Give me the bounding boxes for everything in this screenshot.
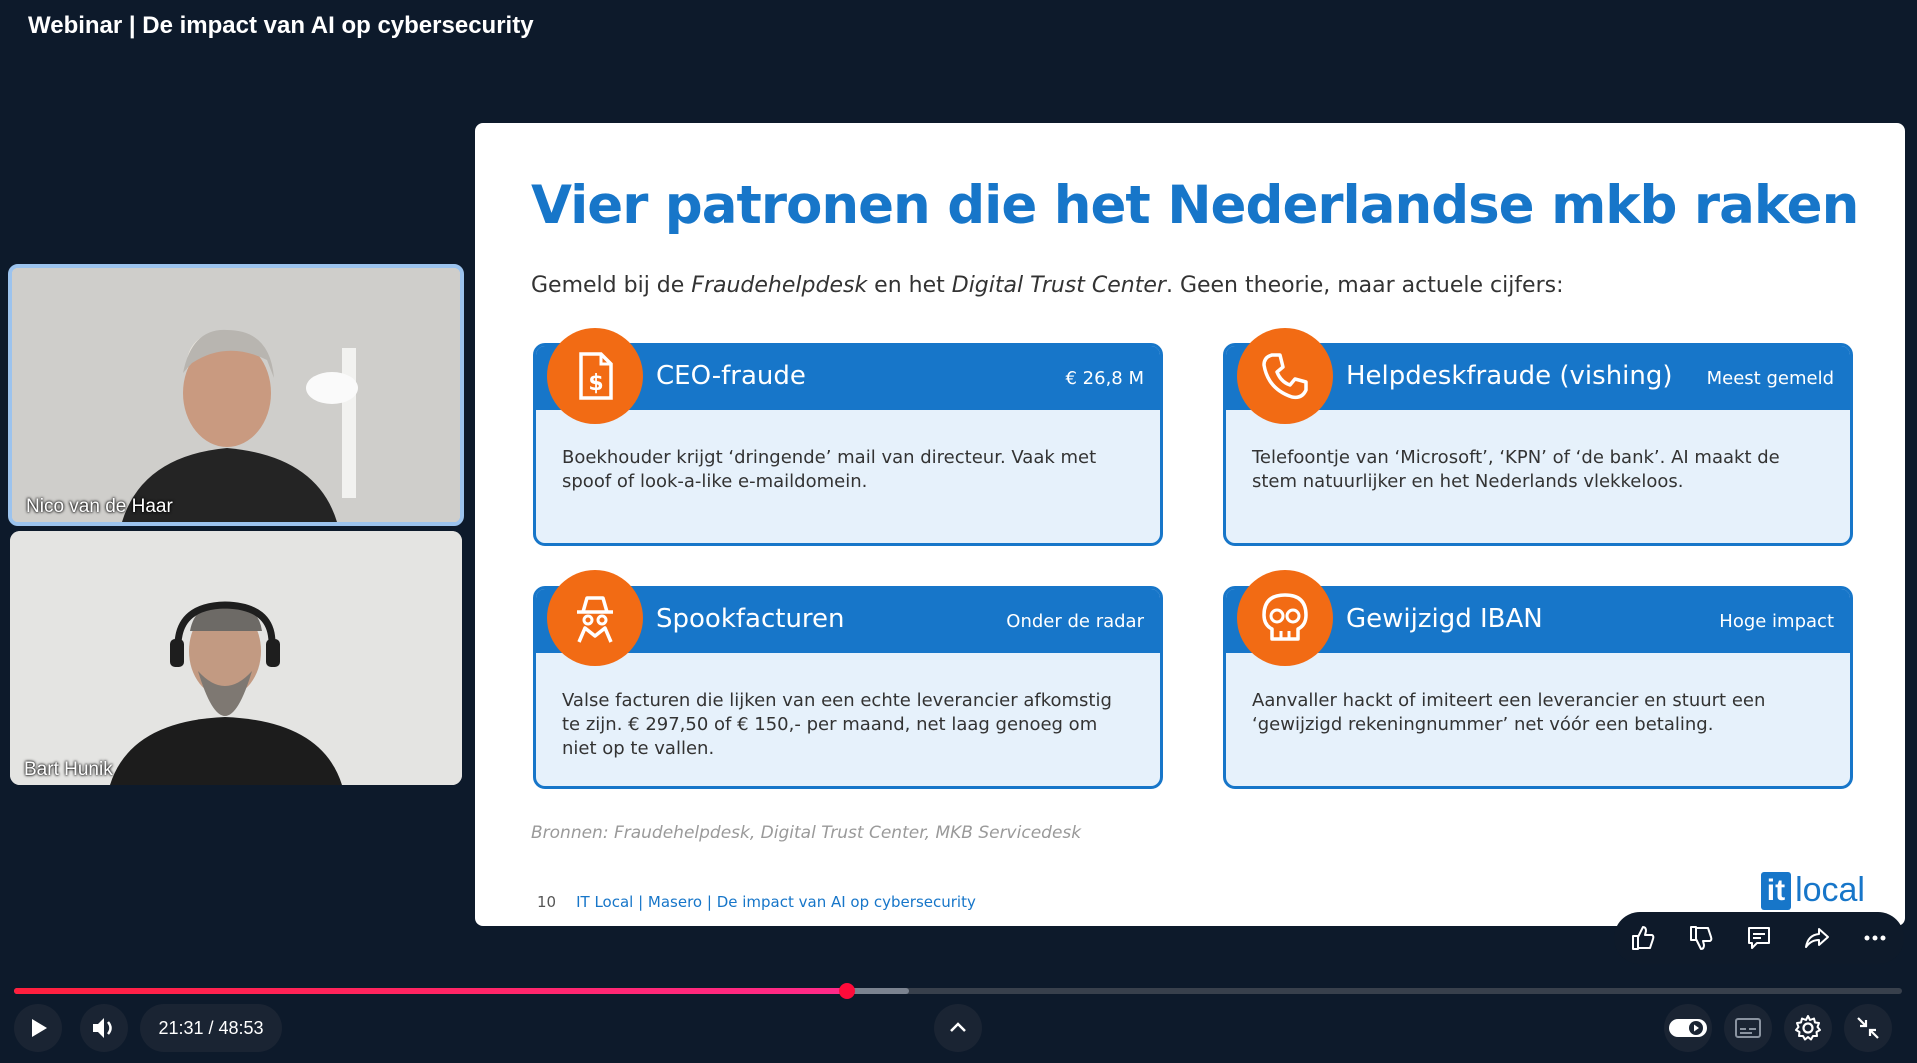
volume-button[interactable] [80,1004,128,1052]
card-badge: Onder de radar [1006,611,1144,632]
subtitle-emphasis: Fraudehelpdesk [691,273,868,298]
logo-local: local [1795,871,1865,909]
card-badge: Meest gemeld [1706,368,1834,389]
invoice-dollar-icon [547,328,643,424]
progress-played [14,988,847,994]
chevron-up-icon [947,1017,969,1039]
card-title: CEO-fraude [656,361,806,391]
autoplay-toggle[interactable] [1664,1004,1712,1052]
progress-scrubber-handle[interactable] [839,983,855,999]
participant-tile-1[interactable] [8,264,464,526]
subtitle-text: Gemeld bij de [531,273,692,298]
slide-footer-text: IT Local | Masero | De impact van AI op cybersecurity [576,893,976,911]
slide-subtitle [531,273,1564,298]
presentation-slide [475,123,1905,926]
participant-tile-2[interactable] [10,531,462,785]
spy-icon [547,570,643,666]
card-title: Helpdeskfraude (vishing) [1346,361,1673,391]
card-body: Telefoontje van ‘Microsoft’, ‘KPN’ of ‘de bank’. AI maakt de stem natuurlijker en het Nederlands vlekkeloos. [1252,447,1780,492]
card-title: Spookfacturen [656,604,845,634]
video-title: Webinar | De impact van AI op cybersecurity [28,12,534,39]
like-icon[interactable] [1626,921,1660,955]
logo-it: it [1761,872,1791,910]
comment-icon[interactable] [1742,921,1776,955]
autoplay-toggle-icon [1668,1016,1708,1040]
progress-bar[interactable] [14,988,1902,994]
captions-button[interactable] [1724,1004,1772,1052]
subtitle-text: en het [867,273,952,298]
card-body: Aanvaller hackt of imiteert een leverancier en stuurt een ‘gewijzigd rekeningnummer’ net vóór een betaling. [1252,690,1766,735]
time-display [140,1004,282,1052]
participant-name: Nico van de Haar [26,496,173,517]
card-body: Valse facturen die lijken van een echte leverancier afkomstig te zijn. € 297,50 of € 150,- per maand, net laag genoeg om niet op te vallen. [562,690,1112,759]
slide-title: Vier patronen die het Nederlandse mkb raken [531,175,1859,236]
card-badge: Hoge impact [1719,611,1834,632]
it-local-logo [1761,871,1865,910]
card-title: Gewijzigd IBAN [1346,604,1543,634]
gear-icon [1794,1014,1822,1042]
participant-video-1 [12,268,460,522]
subtitle-text: . Geen theorie, maar actuele cijfers: [1165,273,1564,298]
captions-icon [1734,1016,1762,1040]
skull-icon [1237,570,1333,666]
video-actions-bar [1614,912,1904,964]
slide-sources: Bronnen: Fraudehelpdesk, Digital Trust Center, MKB Servicedesk [531,823,1082,843]
svg-text:$: $ [588,371,604,396]
settings-button[interactable] [1784,1004,1832,1052]
subtitle-emphasis: Digital Trust Center [951,273,1166,298]
play-icon [26,1016,50,1040]
play-button[interactable] [14,1004,62,1052]
card-body: Boekhouder krijgt ‘dringende’ mail van directeur. Vaak met spoof of look-a-like e-maildomein. [562,447,1097,492]
dislike-icon[interactable] [1684,921,1718,955]
collapse-icon [1855,1015,1881,1041]
share-icon[interactable] [1800,921,1834,955]
expand-chapters-button[interactable] [934,1004,982,1052]
card-badge: € 26,8 M [1065,368,1144,389]
volume-icon [90,1014,118,1042]
phone-icon [1237,328,1333,424]
participant-video-2 [10,531,462,785]
time-text: 21:31 / 48:53 [158,1017,264,1038]
participant-name: Bart Hunik [24,759,113,780]
slide-footer [537,893,976,911]
exit-fullscreen-button[interactable] [1844,1004,1892,1052]
slide-page-number: 10 [537,893,557,911]
more-options-icon[interactable] [1858,921,1892,955]
